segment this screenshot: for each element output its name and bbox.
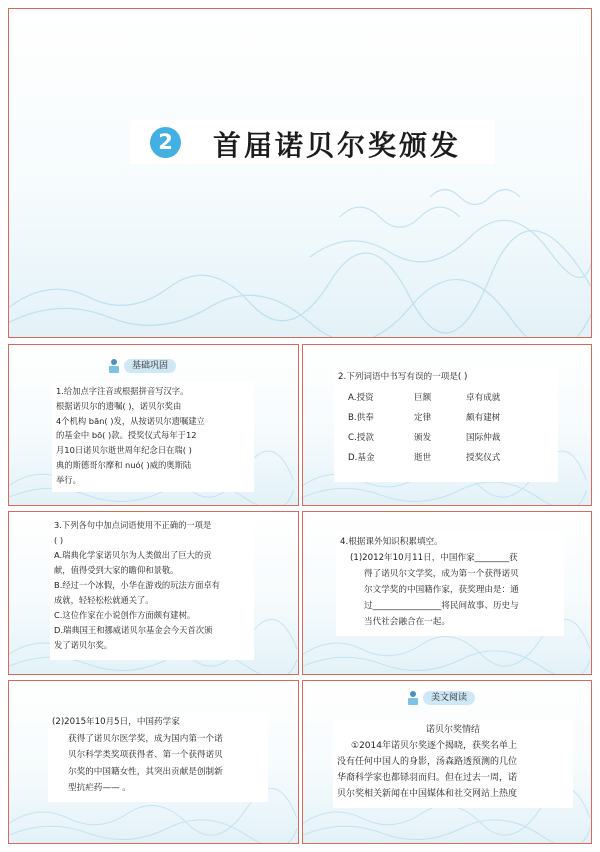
- question-text: 4.根据课外知识积累填空。: [340, 537, 443, 547]
- reading-card: [333, 720, 573, 808]
- text-line: B.经过一个冰假，小华在游戏的玩法方面卓有: [54, 580, 220, 590]
- text-line: 献，值得受到大家的瞻仰和景敬。: [54, 565, 179, 575]
- option-cell: 卓有成就: [466, 393, 501, 403]
- lesson-number-badge: 2: [150, 127, 181, 158]
- option-row: [348, 391, 554, 406]
- article-heading: 诺贝尔奖情结: [425, 725, 480, 735]
- text-line: 月10日诺贝尔逝世周年纪念日在瑞( ): [56, 445, 192, 456]
- text-line: 没有任何中国人的身影，汤森路透预测的几位: [337, 757, 518, 767]
- text-line: 华裔科学家也都铩羽而归。但在过去一周，诺: [337, 773, 518, 783]
- text-line: 典的斯德哥尔摩和 nuó( )威的奥斯陆: [56, 459, 192, 470]
- question-card: [48, 712, 268, 802]
- student-reading-icon: [405, 690, 421, 706]
- wave-pattern-decoration: [9, 157, 592, 337]
- text-line: D.瑞典国王和挪威诺贝尔基金会今天首次颁: [54, 625, 213, 635]
- option-row: [348, 431, 554, 446]
- option-cell: 定律: [414, 413, 432, 423]
- text-line: 4个机构 bān( )发，从按诺贝尔遗嘱建立: [56, 415, 205, 426]
- question-card: [52, 382, 254, 492]
- text-line: 3.下列各句中加点词语使用不正确的一项是: [54, 520, 212, 530]
- question-card: [334, 368, 558, 482]
- option-cell: D.基金: [348, 453, 375, 463]
- text-line: 1.给加点字注音或根据拼音写汉字。: [56, 386, 189, 396]
- option-cell: 颇有建树: [466, 413, 501, 423]
- text-line: 过________________将民间故事、历史与: [364, 601, 519, 611]
- text-line: 得了诺贝尔文学奖，成为第一个获得诺贝: [364, 569, 519, 579]
- text-line: 贝尔科学类奖项获得者、第一个获得诺贝: [68, 750, 223, 760]
- option-cell: C.授款: [348, 433, 374, 443]
- option-cell: 授奖仪式: [466, 453, 501, 463]
- text-line: A.瑞典化学家诺贝尔为人类做出了巨大的贡: [54, 550, 212, 560]
- option-cell: 国际仲裁: [466, 433, 501, 443]
- student-reading-icon: [106, 358, 122, 374]
- text-line: (1)2012年10月11日，中国作家________获: [350, 553, 518, 563]
- option-cell: 巨额: [414, 393, 432, 403]
- text-line: (2)2015年10月5日，中国药学家: [52, 717, 180, 727]
- slide-title[interactable]: [8, 8, 592, 338]
- option-row: [348, 451, 554, 466]
- question-card: [50, 516, 254, 660]
- text-line: 尔奖的中国籍女性，其突出贡献是创制新: [68, 766, 223, 777]
- section-tag: [106, 359, 176, 373]
- lesson-title: 首届诺贝尔奖颁发: [213, 129, 462, 162]
- option-cell: 颁发: [414, 433, 432, 443]
- text-line: 型抗疟药—— 。: [68, 783, 131, 793]
- question-text: 2.下列词语中书写有误的一项是( ): [338, 372, 468, 382]
- text-line: C.这位作家在小说创作方面颇有建树。: [54, 610, 196, 620]
- text-line: 当代社会融合在一起。: [364, 617, 450, 627]
- text-line: 成就，轻轻松松就通关了。: [54, 595, 154, 605]
- section-tag-label: 美文阅读: [423, 691, 475, 705]
- text-line: 尔文学奖的中国籍作家，获奖理由是：通: [364, 585, 519, 595]
- text-line: 获得了诺贝尔医学奖，成为国内第一个诺: [68, 733, 223, 744]
- text-line: 的基金中 bō( )款。授奖仪式每年于12: [56, 430, 197, 441]
- section-tag-label: 基础巩固: [124, 359, 176, 373]
- text-line: 根据诺贝尔的遗嘱( )，诺贝尔奖由: [56, 400, 182, 411]
- text-line: 发了诺贝尔奖。: [54, 640, 113, 650]
- option-cell: B.供奉: [348, 413, 374, 423]
- question-card: [336, 532, 564, 636]
- text-line: 举行。: [56, 474, 81, 485]
- section-tag: [405, 691, 475, 705]
- option-cell: A.授资: [348, 393, 374, 403]
- text-line: ①2014年诺贝尔奖逐个揭晓，获奖名单上: [351, 741, 517, 751]
- text-line: 贝尔奖相关新闻在中国媒体和社交网站上热度: [337, 789, 518, 799]
- option-cell: 逝世: [414, 453, 432, 463]
- option-row: [348, 411, 554, 426]
- text-line: ( ): [54, 535, 64, 545]
